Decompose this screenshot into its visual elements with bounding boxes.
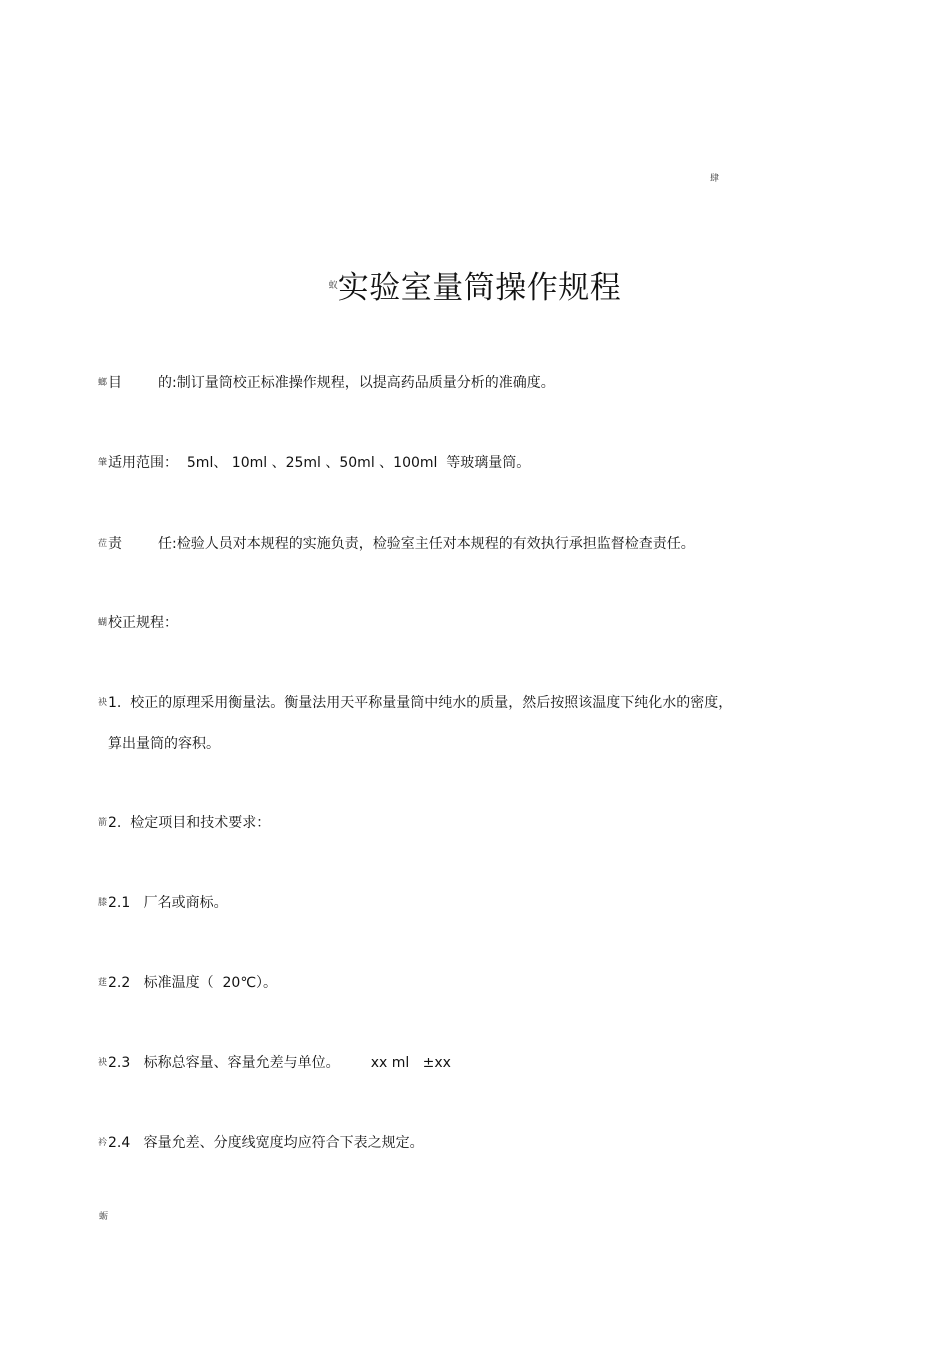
step-1-text: 1. 校正的原理采用衡量法。衡量法用天平称量量筒中纯水的质量，然后按照该温度下纯化水的密度，: [108, 695, 733, 711]
scope-text: 适用范围： 5ml、 10ml 、25ml 、50ml 、100ml 等玻璃量筒。: [108, 455, 531, 471]
responsibility-label-2: 任: [158, 536, 172, 552]
line-marker: 螂: [98, 378, 108, 388]
line-marker: 袂: [98, 698, 108, 708]
step-2-2-text: 2.2 标准温度（ 20℃）。: [108, 975, 278, 991]
responsibility-label-1: 责: [108, 536, 122, 552]
purpose-line: [98, 374, 555, 392]
step-2-3-line: [98, 1054, 451, 1072]
line-marker: 袂: [98, 1058, 108, 1068]
responsibility-text: :检验人员对本规程的实施负责，检验室主任对本规程的有效执行承担监督检查责任。: [172, 536, 695, 552]
step-1-line: [98, 694, 732, 712]
footer-marker: 蛎: [99, 1212, 109, 1222]
step-2-4-text: 2.4 容量允差、分度线宽度均应符合下表之规定。: [108, 1135, 424, 1151]
step-2-1-line: [98, 894, 228, 912]
title-block: [0, 262, 950, 307]
step-2-text: 2. 检定项目和技术要求：: [108, 815, 271, 831]
step-2-1-text: 2.1 厂名或商标。: [108, 895, 228, 911]
step-1-continuation-text: 算出量筒的容积。: [108, 736, 220, 752]
purpose-label-1: 目: [108, 375, 122, 391]
step-1-continuation-line: [98, 735, 220, 753]
header-marker: 肆: [710, 174, 720, 184]
procedure-heading-line: [98, 614, 178, 632]
line-marker: 膝: [98, 898, 108, 908]
line-marker: 蝴: [98, 618, 108, 628]
line-marker: 肇: [98, 458, 108, 468]
title-marker: 蚁: [328, 281, 338, 291]
responsibility-line: [98, 535, 695, 553]
step-2-2-line: [98, 974, 277, 992]
line-marker: 箭: [98, 818, 108, 828]
scope-line: [98, 454, 530, 472]
line-marker: 衿: [98, 1138, 108, 1148]
procedure-heading: 校正规程：: [108, 615, 178, 631]
purpose-text: :制订量筒校正标准操作规程，以提高药品质量分析的准确度。: [172, 375, 555, 391]
step-2-4-line: [98, 1134, 424, 1152]
step-2-3-text: 2.3 标称总容量、容量允差与单位。 xx ml ±xx: [108, 1055, 451, 1071]
line-marker: 莛: [98, 978, 108, 988]
line-marker: 莅: [98, 539, 108, 549]
page-title: 实验室量筒操作规程: [337, 270, 622, 306]
step-2-line: [98, 814, 270, 832]
purpose-label-2: 的: [158, 375, 172, 391]
